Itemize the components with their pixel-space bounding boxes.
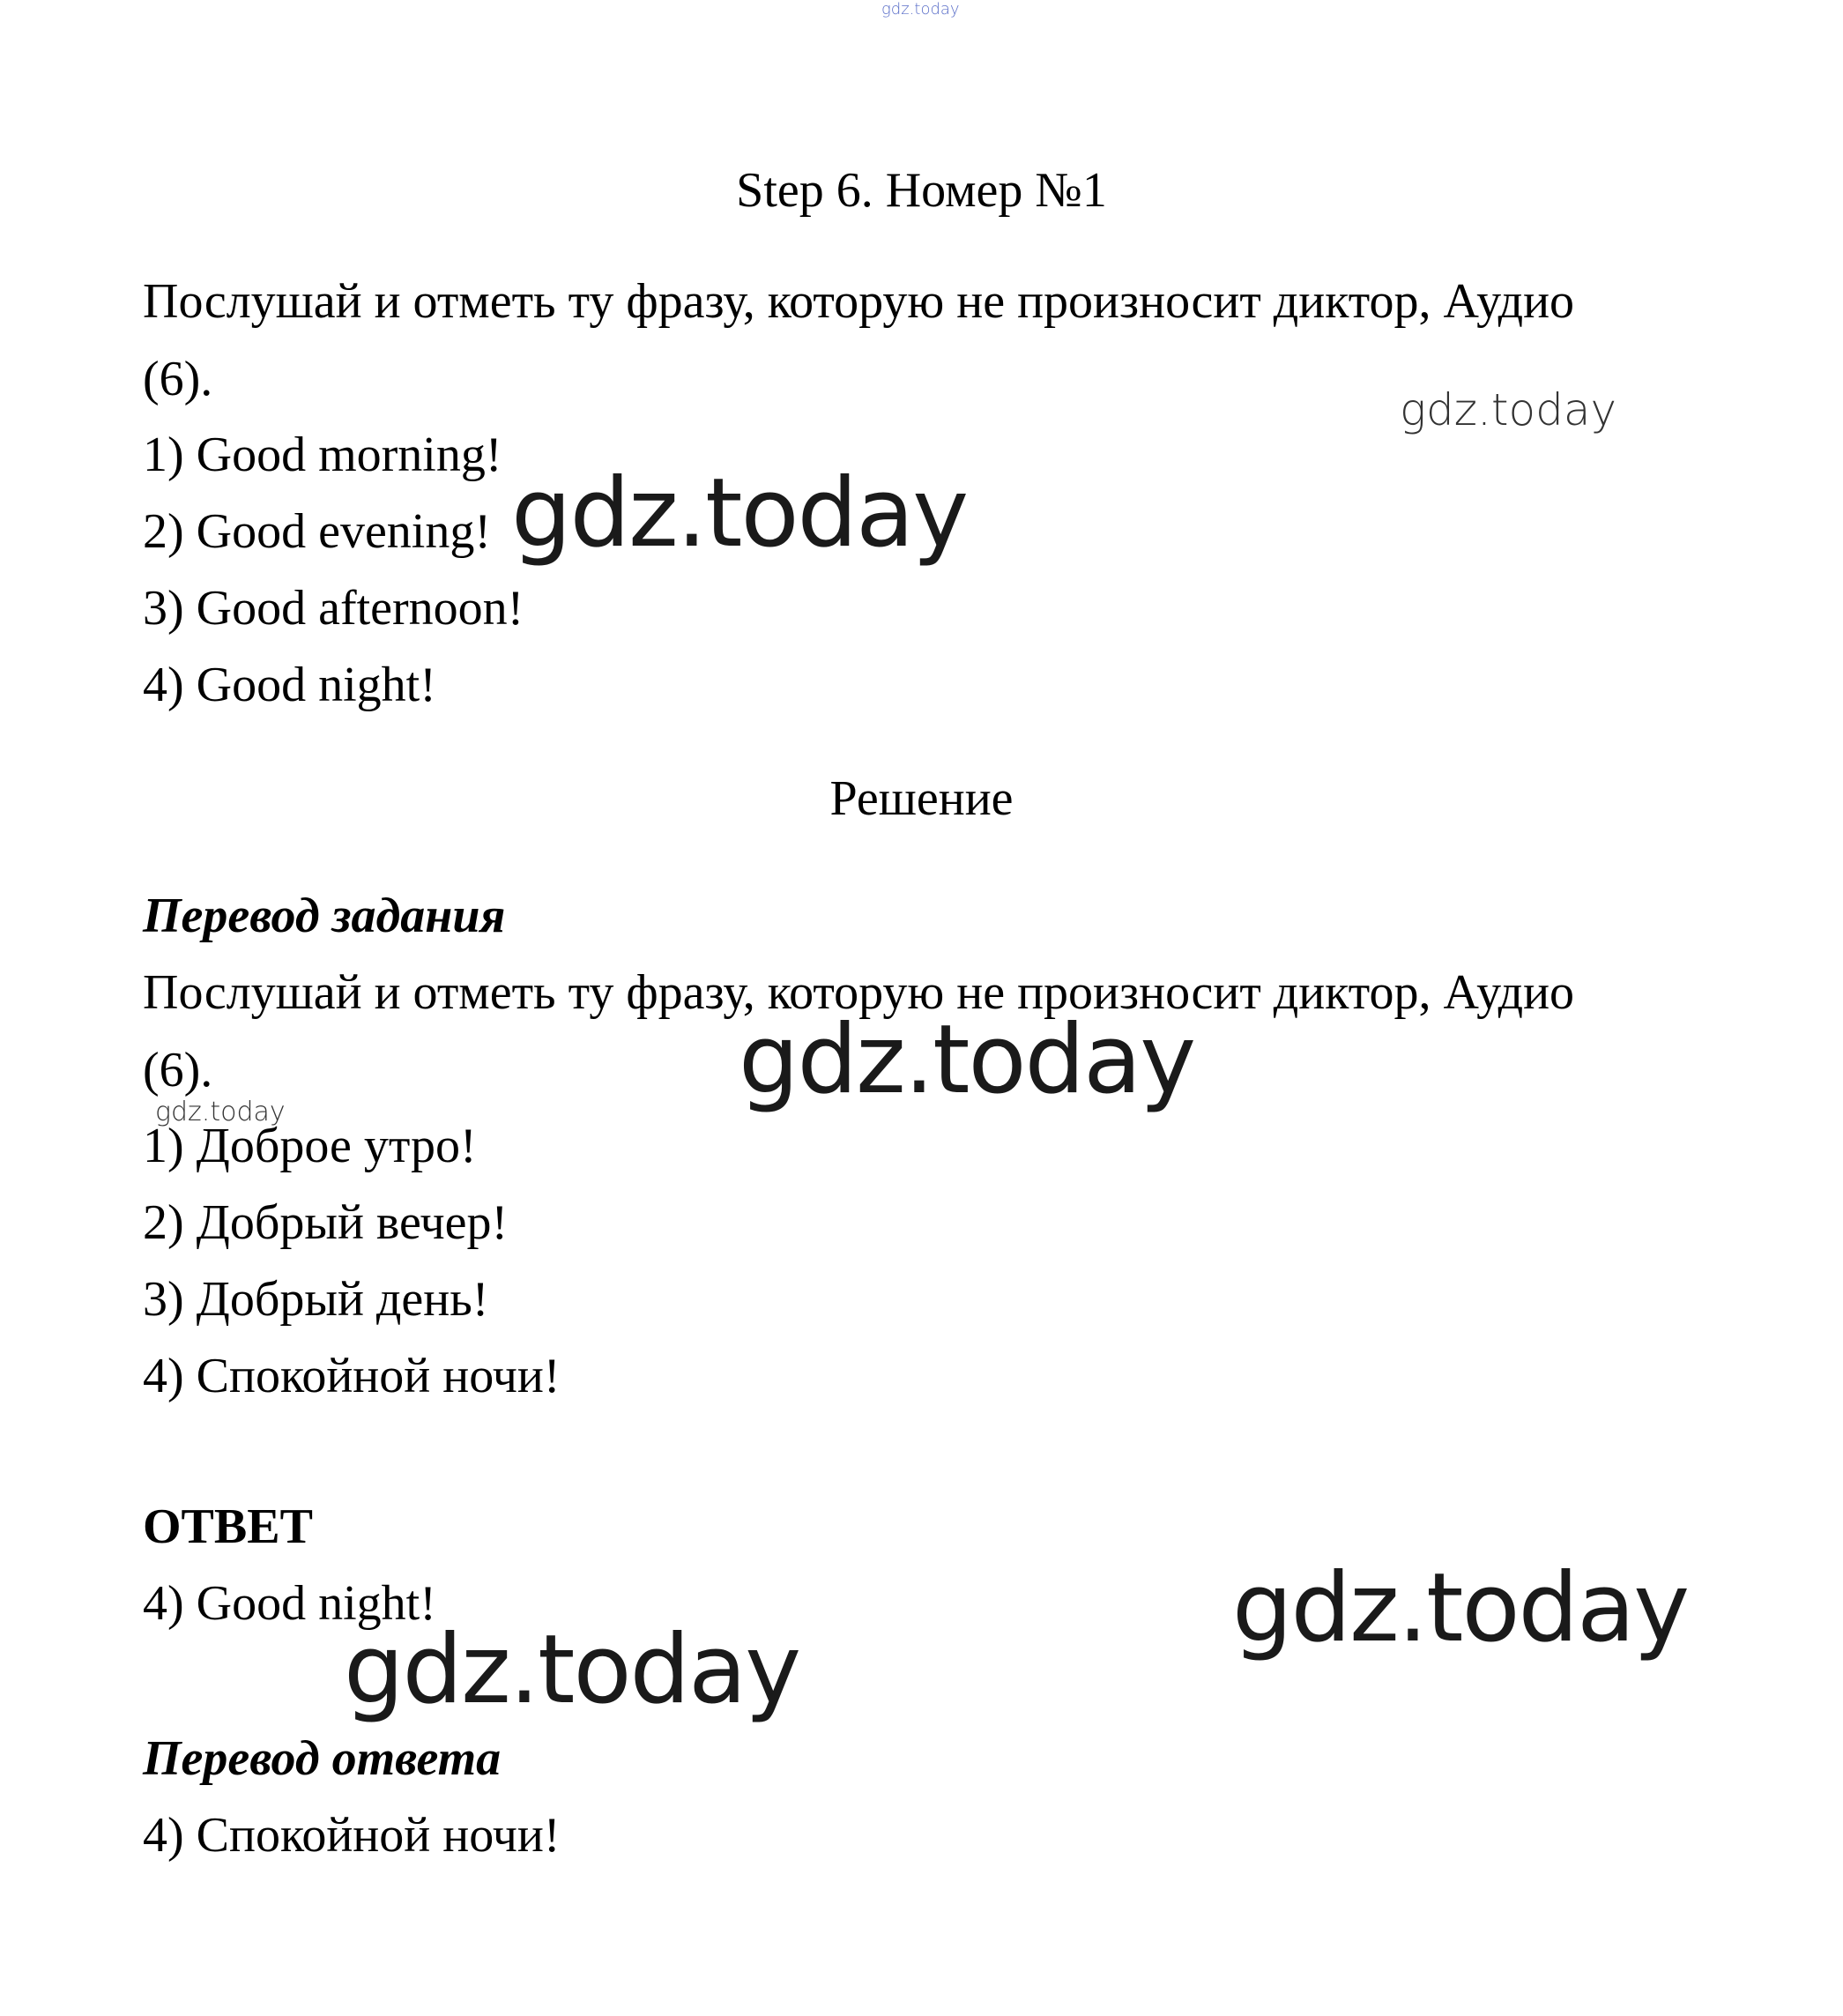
task-item-4: 4) Good night!	[143, 658, 436, 712]
solution-heading: Решение	[829, 771, 1014, 826]
task-text-line-1: Послушай и отметь ту фразу, которую не произносит диктор, Аудио	[143, 274, 1575, 329]
translation-item-1: 1) Доброе утро!	[143, 1119, 477, 1173]
watermark-large-4: gdz.today	[344, 1615, 800, 1725]
watermark-tiny-left: gdz.today	[155, 1097, 286, 1127]
translation-item-2: 2) Добрый вечер!	[143, 1195, 509, 1250]
answer-translation-heading: Перевод ответа	[143, 1731, 502, 1786]
watermark-large-3: gdz.today	[1232, 1553, 1689, 1663]
task-text-line-2: (6).	[143, 352, 213, 406]
translation-text-line-2: (6).	[143, 1043, 213, 1097]
page-title: Step 6. Номер №1	[736, 163, 1107, 218]
watermark-large-1: gdz.today	[511, 458, 968, 569]
task-item-2: 2) Good evening!	[143, 504, 492, 559]
watermark-top: gdz.today	[881, 0, 960, 19]
task-translation-heading: Перевод задания	[143, 889, 506, 943]
task-item-3: 3) Good afternoon!	[143, 581, 524, 636]
answer-value: 4) Good night!	[143, 1576, 436, 1631]
translation-text-line-1: Послушай и отметь ту фразу, которую не произносит диктор, Аудио	[143, 965, 1575, 1020]
watermark-large-2: gdz.today	[739, 1005, 1195, 1115]
translation-item-4: 4) Спокойной ночи!	[143, 1349, 561, 1403]
answer-translation-value: 4) Спокойной ночи!	[143, 1808, 561, 1863]
task-item-1: 1) Good morning!	[143, 428, 502, 482]
translation-item-3: 3) Добрый день!	[143, 1272, 489, 1327]
answer-heading: ОТВЕТ	[143, 1499, 313, 1554]
watermark-small-right: gdz.today	[1400, 384, 1617, 435]
